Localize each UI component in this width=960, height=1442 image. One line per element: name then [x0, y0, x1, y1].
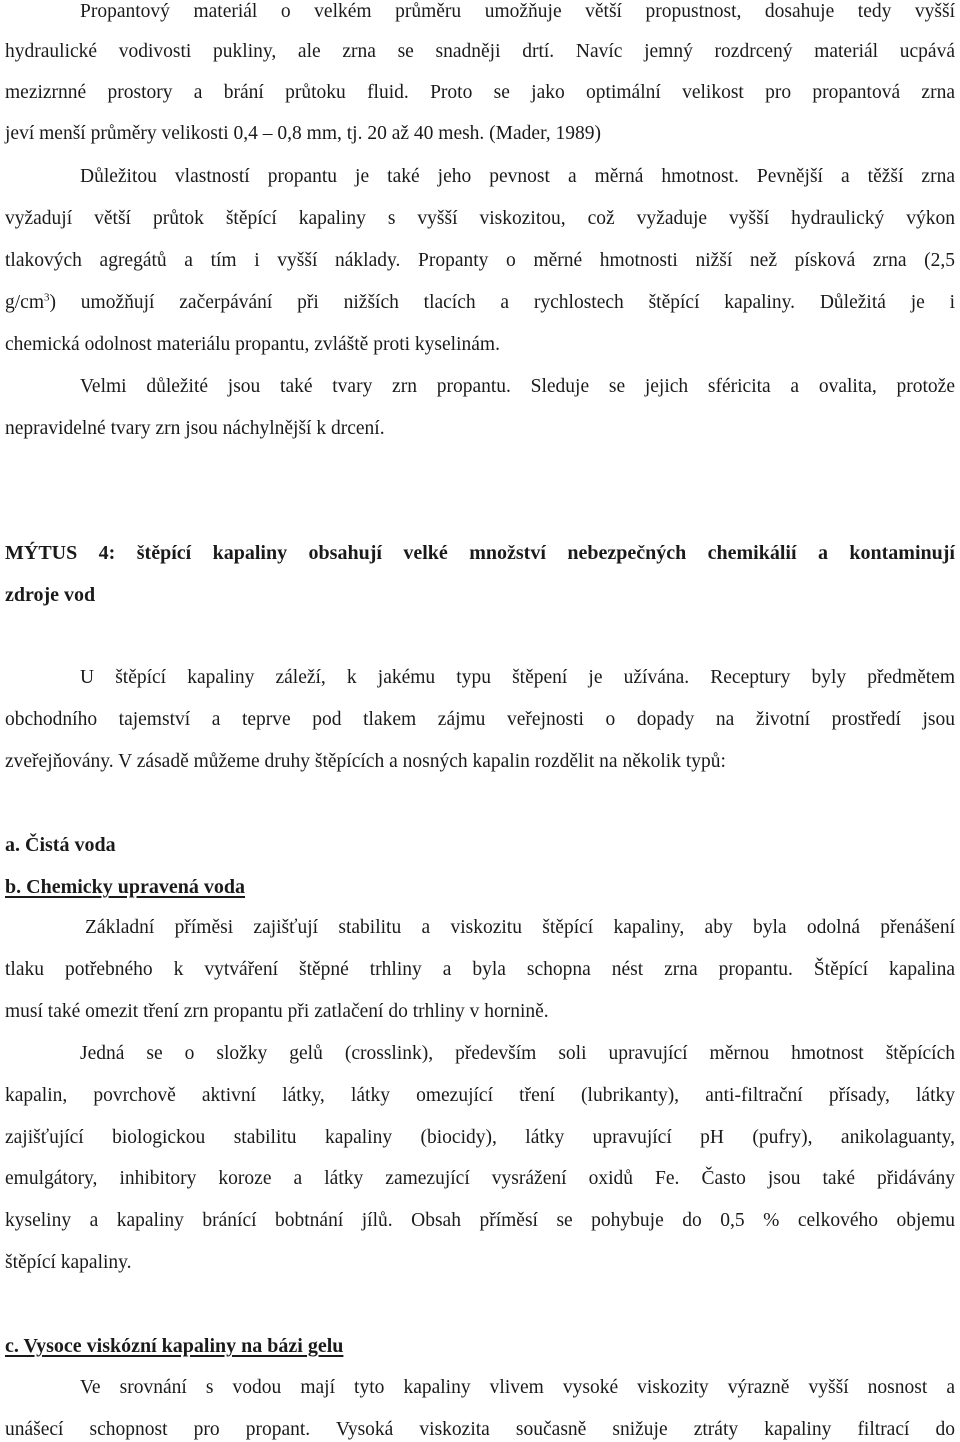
paragraph-6-line-3: zajišťující biologickou stabilitu kapaliny (biocidy), látky upravující pH (pufry), anikolaguanty, — [5, 1127, 955, 1148]
paragraph-4-line-2: obchodního tajemství a teprve pod tlakem zájmu veřejnosti o dopady na životní prostředí jsou — [5, 709, 955, 730]
paragraph-7-line-1: Ve srovnání s vodou mají tyto kapaliny vlivem vysoké viskozity výrazně vyšší nosnost a — [80, 1377, 955, 1398]
paragraph-5-line-2: tlaku potřebného k vytváření štěpné trhliny a byla schopna nést zrna propantu. Štěpící kapalina — [5, 959, 955, 980]
paragraph-1-line-1: Propantový materiál o velkém průměru umožňuje větší propustnost, dosahuje tedy vyšší — [80, 1, 955, 22]
paragraph-3-line-2: nepravidelné tvary zrn jsou náchylnější k drcení. — [5, 418, 385, 439]
paragraph-2-line-4 — [5, 291, 955, 315]
paragraph-2-line-5: chemická odolnost materiálu propantu, zvláště proti kyselinám. — [5, 334, 500, 355]
paragraph-6-line-2: kapalin, povrchově aktivní látky, látky omezující tření (lubrikanty), anti-filtrační přísady, látky — [5, 1085, 955, 1106]
paragraph-3-line-1: Velmi důležité jsou také tvary zrn propantu. Sleduje se jejich sféricita a ovalita, protože — [80, 376, 955, 397]
paragraph-2-unit: g/cm — [5, 292, 44, 313]
paragraph-2-line-4-text: ) umožňují začerpávání při nižších tlacích a rychlostech štěpící kapaliny. Důležitá je i — [49, 292, 955, 313]
paragraph-2-line-2: vyžadují větší průtok štěpící kapaliny s vyšší viskozitou, což vyžaduje vyšší hydraulický výkon — [5, 208, 955, 229]
paragraph-4-line-1: U štěpící kapaliny záleží, k jakému typu štěpení je užívána. Receptury byly předmětem — [80, 667, 955, 688]
paragraph-6-line-6: štěpící kapaliny. — [5, 1252, 132, 1273]
section-c-heading: c. Vysoce viskózní kapaliny na bázi gelu — [5, 1335, 344, 1357]
paragraph-2-line-3: tlakových agregátů a tím i vyšší náklady. Propanty o měrné hmotnosti nižší než písková zrna (2,5 — [5, 250, 955, 271]
section-b-heading: b. Chemicky upravená voda — [5, 876, 246, 898]
paragraph-5-line-1: Základní příměsi zajišťují stabilitu a viskozitu štěpící kapaliny, aby byla odolná přenášení — [85, 917, 955, 938]
paragraph-7-line-2: unášecí schopnost pro propant. Vysoká viskozita současně snižuje ztráty kapaliny filtrací do — [5, 1419, 955, 1440]
paragraph-5-line-3: musí také omezit tření zrn propantu při zatlačení do trhliny v hornině. — [5, 1001, 549, 1022]
paragraph-1-line-3: mezizrnné prostory a brání průtoku fluid. Proto se jako optimální velikost pro propantová zrna — [5, 82, 955, 103]
section-a-heading: a. Čistá voda — [5, 834, 116, 856]
paragraph-1-line-4: jeví menší průměry velikosti 0,4 – 0,8 mm, tj. 20 až 40 mesh. (Mader, 1989) — [5, 123, 602, 144]
paragraph-6-line-1: Jedná se o složky gelů (crosslink), především soli upravující měrnou hmotnost štěpících — [80, 1043, 955, 1064]
paragraph-1-line-2: hydraulické vodivosti pukliny, ale zrna se snadněji drtí. Navíc jemný rozdrcený materiál ucpává — [5, 41, 955, 62]
paragraph-6-line-5: kyseliny a kapaliny bránící bobtnání jílů. Obsah příměsí se pohybuje do 0,5 % celkového objemu — [5, 1210, 955, 1231]
myth-4-heading-line-2: zdroje vod — [5, 584, 96, 606]
paragraph-2-line-1: Důležitou vlastností propantu je také jeho pevnost a měrná hmotnost. Pevnější a těžší zrna — [80, 166, 955, 187]
myth-4-heading-line-1: MÝTUS 4: štěpící kapaliny obsahují velké množství nebezpečných chemikálií a kontaminují — [5, 542, 955, 564]
paragraph-6-line-4: emulgátory, inhibitory koroze a látky zamezující vysrážení oxidů Fe. Často jsou také přidávány — [5, 1168, 955, 1189]
paragraph-2-unit-exponent: 3 — [44, 291, 50, 304]
paragraph-4-line-3: zveřejňovány. V zásadě můžeme druhy štěpících a nosných kapalin rozdělit na několik typů: — [5, 751, 726, 772]
